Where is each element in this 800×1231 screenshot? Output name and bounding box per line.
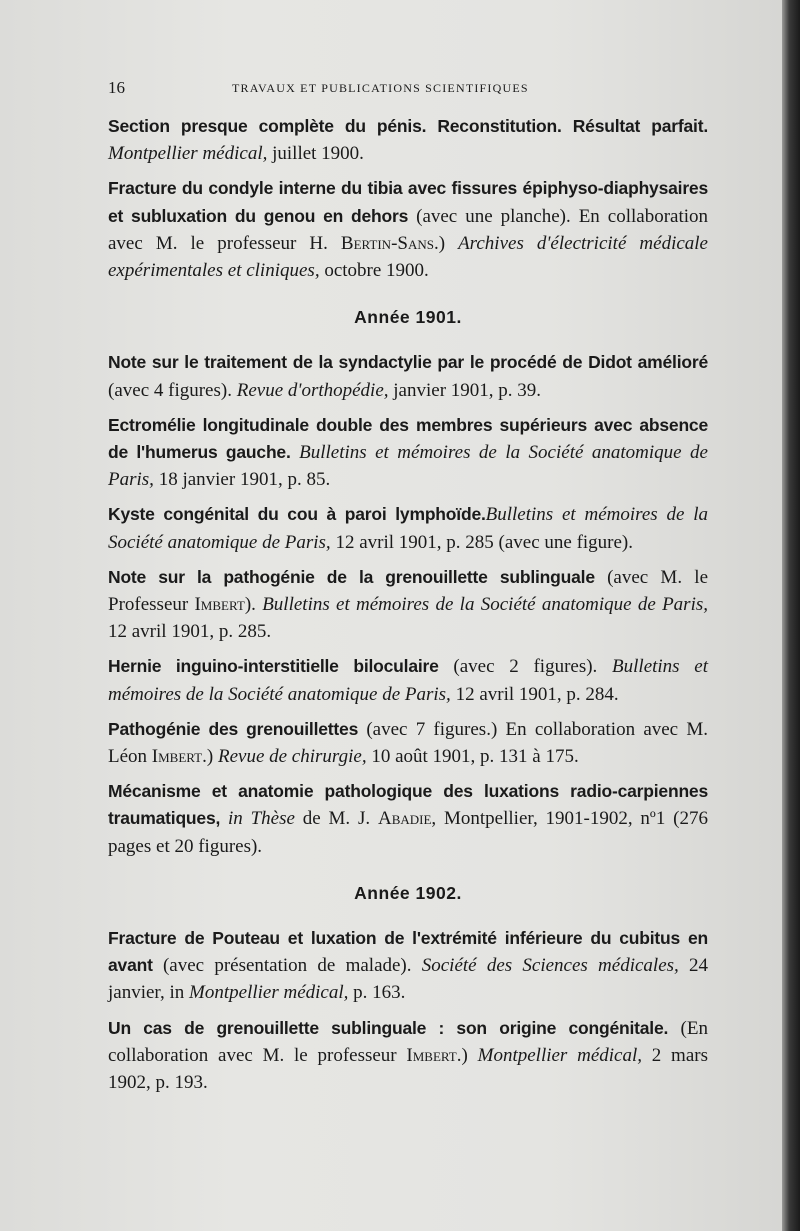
entry-details: 18 janvier 1901, p. 85. (153, 469, 331, 491)
entry-penis-reconstitution (108, 113, 708, 167)
entry-details: 12 avril 1901, p. 285 (avec une figure). (330, 531, 634, 553)
entry-title: Pathogénie des grenouillettes (108, 718, 359, 739)
entry-details: 12 avril 1901, p. 284. (450, 683, 619, 705)
entry-title: Un cas de grenouillette sublinguale : son origine congénitale. (108, 1017, 669, 1038)
entry-pathogenie-grenouillettes (108, 716, 708, 770)
entry-author-name: Abadie (377, 808, 432, 830)
page-header (108, 78, 708, 98)
entry-title: Note sur le traitement de la syndactylie par le procédé de Didot amélioré (108, 352, 708, 373)
year-heading-1902: Année 1902. (354, 882, 462, 903)
entry-details: janvier 1901, p. 39. (388, 379, 542, 401)
entry-journal: Revue de chirurgie, (217, 746, 367, 768)
entry-details: .) (456, 1044, 478, 1066)
running-title: TRAVAUX ET PUBLICATIONS SCIENTIFIQUES (232, 81, 529, 95)
entry-title: Kyste congénital du cou à paroi lymphoïde. (108, 504, 486, 525)
entry-details: (avec M. le Professeur (108, 566, 709, 616)
entry-details: (avec 7 figures.) En collaboration avec M. Léon (108, 718, 708, 768)
bibliography-list (108, 113, 708, 1104)
page-number: 16 (108, 78, 125, 97)
entry-journal: Revue d'orthopédie, (236, 379, 389, 401)
entry-journal: in Thèse (220, 808, 295, 830)
entry-fracture-pouteau (108, 925, 708, 1007)
entry-details: 10 août 1901, p. 131 à 175. (366, 746, 579, 768)
entry-journal: Société des Sciences médicales, (421, 955, 679, 977)
entry-title: Mécanisme et anatomie pathologique des luxations radio-carpiennes traumatiques, (108, 781, 708, 829)
entry-journal: Bulletins et mémoires de la Société anatomique de Paris, (108, 442, 708, 491)
entry-title: Hernie inguino-interstitielle biloculaire (108, 656, 439, 677)
entry-author-name: Imbert (194, 594, 245, 616)
entry-kyste-congenital (108, 501, 708, 555)
entry-title: Fracture de Pouteau et luxation de l'extrémité inférieure du cubitus en avant (108, 928, 708, 976)
entry-author-name: Imbert (406, 1044, 457, 1066)
entry-details: de M. J. (294, 808, 378, 830)
entry-journal: Montpellier médical, (477, 1044, 642, 1066)
entry-journal: Bulletins et mémoires de la Société anatomique de Paris, (108, 656, 709, 705)
entry-pathogenie-grenouillette (108, 564, 708, 646)
entry-details: octobre 1900. (319, 260, 429, 282)
entry-journal: Bulletins et mémoires de la Société anatomique de Paris, (262, 594, 708, 616)
entry-details: , Montpellier, 1901-1902, nº1 (276 pages et 20 figures). (108, 808, 708, 857)
book-spine-edge (782, 0, 800, 1231)
entry-hernie (108, 653, 708, 707)
entry-details: (avec présentation de malade). (152, 955, 422, 977)
entry-details: 12 avril 1901, p. 285. (108, 621, 272, 643)
entry-journal: Montpellier médical, (189, 982, 349, 1004)
entry-journal: Montpellier médical, (108, 143, 268, 165)
entry-details: (avec 4 figures). (108, 379, 237, 401)
entry-journal: Bulletins et mémoires de la Société anatomique de Paris, (108, 504, 708, 553)
entry-details: ). (244, 594, 263, 616)
entry-journal: Archives d'électricité médicale expérimentales et cliniques, (108, 232, 708, 282)
entry-luxations-radio-carpiennes (108, 778, 708, 860)
entry-title: Section presque complète du pénis. Reconstitution. Résultat parfait. (108, 116, 708, 136)
entry-ectromelie (108, 412, 708, 494)
entry-details: 24 janvier, in (108, 955, 708, 1004)
year-heading-1901: Année 1901. (354, 307, 462, 328)
entry-details: .) (202, 746, 218, 768)
entry-title: Ectromélie longitudinale double des membres supérieurs avec absence de l'humerus gauche. (108, 414, 708, 463)
entry-author-name: Bertin-Sans (340, 232, 434, 254)
entry-details: .) (433, 232, 459, 254)
entry-details: (avec une planche). En collaboration avec M. le professeur H. (108, 205, 709, 254)
entry-title: Note sur la pathogénie de la grenouillette sublinguale (108, 566, 595, 587)
entry-title: Fracture du condyle interne du tibia avec fissures épiphyso-diaphysaires et subluxation du genou en dehors (108, 178, 708, 226)
entry-fracture-tibia (108, 175, 708, 284)
entry-details: p. 163. (348, 982, 406, 1004)
entry-details: juillet 1900. (267, 143, 364, 165)
entry-details: (En collaboration avec M. le professeur (108, 1017, 708, 1066)
entry-grenouillette-congenitale (108, 1015, 708, 1097)
entry-author-name: Imbert (151, 746, 203, 768)
entry-details: (avec 2 figures). (438, 656, 613, 678)
entry-syndactylie (108, 349, 708, 403)
entry-details: 2 mars 1902, p. 193. (108, 1044, 708, 1094)
